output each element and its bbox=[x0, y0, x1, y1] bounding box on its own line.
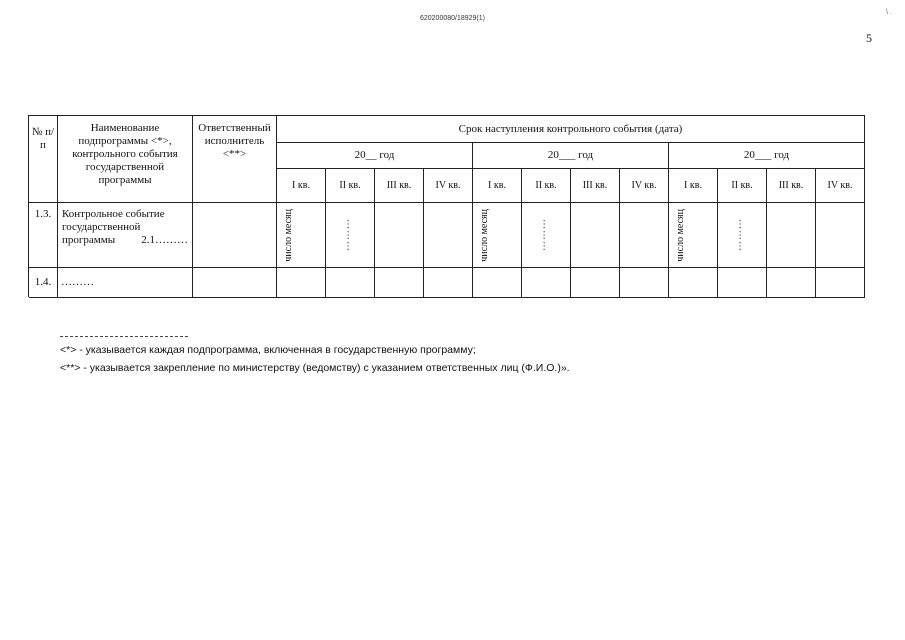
row-executor bbox=[193, 203, 277, 268]
date-cell bbox=[473, 203, 522, 268]
year-group-2: 20___ год bbox=[473, 143, 669, 169]
date-cell bbox=[326, 203, 375, 268]
footnote-2: <**> - указывается закрепление по министерству (ведомству) с указанием ответственных лиц (Ф.И.О.)». bbox=[60, 362, 570, 374]
year-group-1: 20__ год bbox=[277, 143, 473, 169]
page-number: 5 bbox=[866, 31, 872, 45]
date-dots: ……… bbox=[540, 218, 552, 252]
row-num: 1.3. bbox=[29, 203, 58, 268]
quarter-header: I кв. bbox=[669, 169, 718, 203]
quarter-header: II кв. bbox=[718, 169, 767, 203]
date-cell bbox=[816, 268, 865, 298]
control-events-table bbox=[28, 115, 865, 297]
quarter-header: II кв. bbox=[522, 169, 571, 203]
date-cell bbox=[767, 268, 816, 298]
quarter-header: III кв. bbox=[767, 169, 816, 203]
date-cell bbox=[522, 268, 571, 298]
header-name: Наименование подпрограммы <*>, контрольного события государственной программы bbox=[58, 116, 193, 203]
date-cell bbox=[424, 268, 473, 298]
date-label: число месяц bbox=[479, 208, 490, 262]
header-deadline: Срок наступления контрольного события (дата) bbox=[277, 116, 865, 143]
date-cell bbox=[473, 268, 522, 298]
date-label: число месяц bbox=[283, 208, 294, 262]
date-cell bbox=[571, 268, 620, 298]
quarter-header: III кв. bbox=[375, 169, 424, 203]
date-cell bbox=[816, 203, 865, 268]
header-executor: Ответственный исполнитель <**> bbox=[193, 116, 277, 203]
quarter-header: IV кв. bbox=[816, 169, 865, 203]
date-cell bbox=[375, 203, 424, 268]
date-cell bbox=[718, 203, 767, 268]
footnotes bbox=[60, 336, 570, 377]
date-cell bbox=[424, 203, 473, 268]
row-name: ……… bbox=[58, 268, 193, 298]
date-cell bbox=[669, 203, 718, 268]
quarter-header: I кв. bbox=[277, 169, 326, 203]
quarter-header: III кв. bbox=[571, 169, 620, 203]
row-executor bbox=[193, 268, 277, 298]
date-cell bbox=[277, 268, 326, 298]
footnote-1: <*> - указывается каждая подпрограмма, включенная в государственную программу; bbox=[60, 344, 476, 356]
date-cell bbox=[277, 203, 326, 268]
document-code: 620200080/18929(1) bbox=[419, 15, 485, 22]
year-group-3: 20___ год bbox=[669, 143, 865, 169]
date-cell bbox=[669, 268, 718, 298]
corner-marks: \ . bbox=[886, 9, 892, 16]
footnote-separator bbox=[60, 336, 188, 337]
date-cell bbox=[620, 203, 669, 268]
date-dots: ……… bbox=[736, 218, 748, 252]
date-label: число месяц bbox=[675, 208, 686, 262]
date-dots: ……… bbox=[344, 218, 356, 252]
quarter-header: IV кв. bbox=[424, 169, 473, 203]
quarter-header: II кв. bbox=[326, 169, 375, 203]
row-num: 1.4. bbox=[29, 268, 58, 298]
date-cell bbox=[571, 203, 620, 268]
date-cell bbox=[620, 268, 669, 298]
date-cell bbox=[375, 268, 424, 298]
date-cell bbox=[767, 203, 816, 268]
quarter-header: I кв. bbox=[473, 169, 522, 203]
header-num: № п/п bbox=[29, 116, 58, 203]
quarter-header: IV кв. bbox=[620, 169, 669, 203]
row-name: Контрольное событие государственной программы 2.1……… bbox=[58, 203, 193, 268]
date-cell bbox=[522, 203, 571, 268]
date-cell bbox=[718, 268, 767, 298]
date-cell bbox=[326, 268, 375, 298]
